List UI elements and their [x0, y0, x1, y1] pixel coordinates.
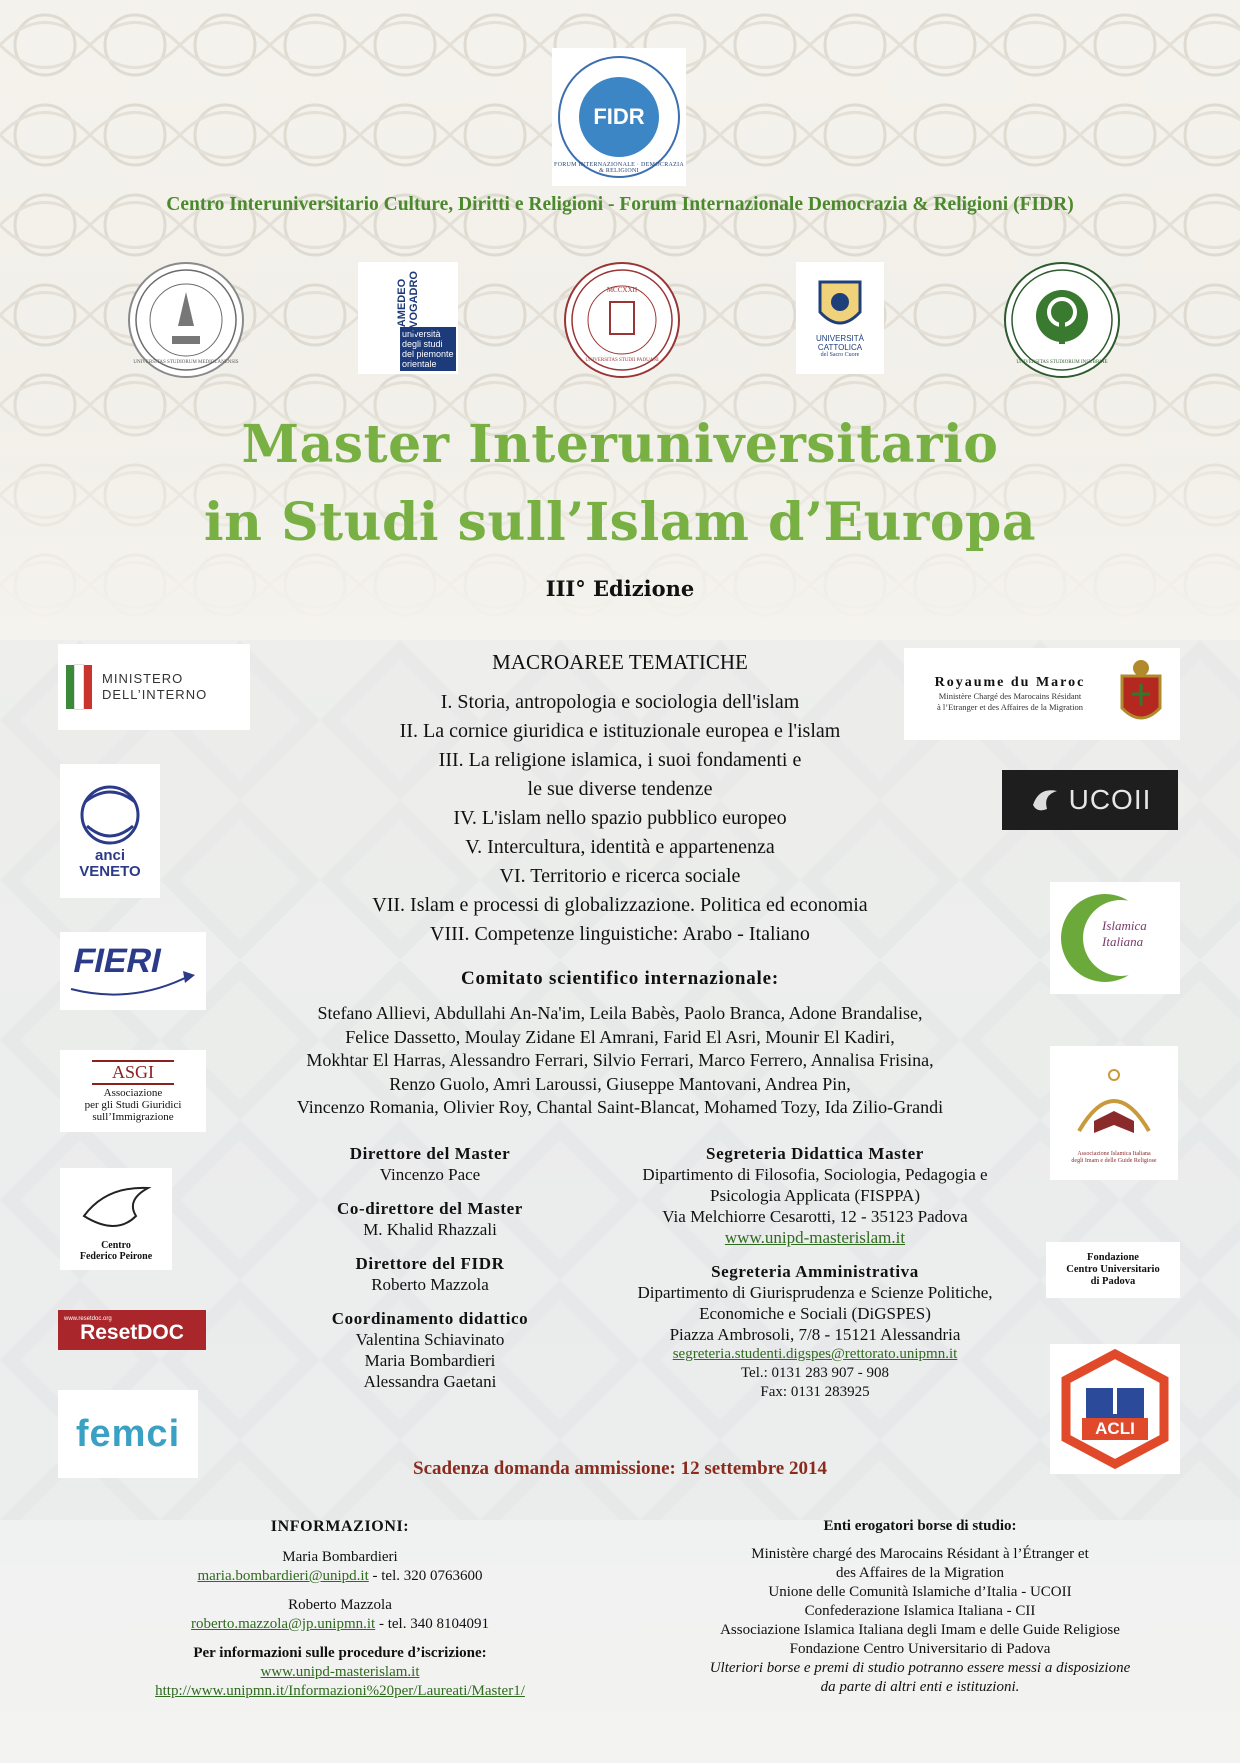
deadline: Scadenza domanda ammissione: 12 settembre 2014: [413, 1458, 827, 1479]
theme-item: VI. Territorio e ricerca sociale: [499, 865, 741, 887]
committee-line: Stefano Allievi, Abdullahi An-Na'im, Leila Babès, Paolo Branca, Adone Brandalise,: [317, 1003, 923, 1023]
codirector-name: M. Khalid Rhazzali: [363, 1220, 497, 1239]
theme-item: I. Storia, antropologia e sociologia dell'islam: [440, 691, 800, 713]
theme-item: III. La religione islamica, i suoi fondamenti e: [438, 749, 802, 771]
fieri-text: FIERI: [70, 942, 166, 980]
italy-flag-icon: [74, 664, 84, 710]
coord-name: Valentina Schiavinato: [355, 1330, 505, 1349]
centro-line: Centro Interuniversitario Culture, Diritti e Religioni - Forum Internazionale Democrazia & Religioni (FIDR): [166, 194, 1074, 215]
maroc-sub: Ministère Chargé des Marocains Résidant à l’Etranger et des Affaires de la Migration: [937, 691, 1083, 712]
info-section: [80, 1518, 600, 1701]
fondazione-text: Fondazione Centro Universitario di Padova: [1066, 1252, 1160, 1287]
secretariat-column: [620, 1144, 1010, 1402]
anci-text: anci VENETO: [79, 847, 141, 880]
upo-brand: AMEDEO AVOGADRO: [396, 271, 420, 335]
edition: III° Edizione: [545, 576, 695, 601]
contact2-email-link[interactable]: roberto.mazzola@jp.unipmn.it: [191, 1616, 376, 1632]
theme-item: II. La cornice giuridica e istituzionale europea e l'islam: [399, 720, 841, 742]
mosque-book-icon: [1069, 1061, 1159, 1151]
committee-heading: Comitato scientifico internazionale:: [461, 968, 779, 989]
unipd-ring-text: UNIVERSITAS STUDII PADUANI: [585, 358, 659, 363]
director-name: Vincenzo Pace: [379, 1165, 481, 1184]
themes-list: [330, 688, 910, 949]
coord-name: Maria Bombardieri: [364, 1351, 496, 1370]
fidr-ring-text: FORUM INTERNAZIONALE · DEMOCRAZIA & RELIGIONI: [553, 162, 685, 174]
femci-text: femci: [75, 1412, 181, 1455]
funders-section: [660, 1518, 1180, 1697]
lion-of-venice-icon: [75, 782, 145, 848]
unimi-seal-icon: [132, 266, 240, 374]
didactic-line: Via Melchiorre Cesarotti, 12 - 35123 Padova: [662, 1207, 968, 1226]
contact2-tel: - tel. 340 8104091: [375, 1616, 489, 1632]
funders-heading: Enti erogatori borse di studio:: [823, 1518, 1017, 1534]
logo-unimi: [128, 262, 244, 378]
committee-members: [220, 1002, 1020, 1120]
islamica-text: Islamica Italiana: [1102, 918, 1147, 949]
logo-fieri: [60, 932, 206, 1010]
didactic-url-link[interactable]: www.unipd-masterislam.it: [724, 1228, 906, 1247]
aiit-text: Associazione Islamica Italiana degli Imam e delle Guide Religiose: [1071, 1151, 1157, 1164]
resetdoc-text: ResetDOC: [80, 1321, 184, 1344]
asgi-abbr: ASGI: [92, 1060, 174, 1085]
maroc-text-block: [910, 675, 1110, 713]
unipd-year: MCCXXII: [606, 286, 638, 294]
theme-item: VII. Islam e processi di globalizzazione. Politica ed economia: [372, 894, 868, 916]
didactic-line: Dipartimento di Filosofia, Sociologia, Pedagogia e: [642, 1165, 988, 1184]
fidr-director-name: Roberto Mazzola: [371, 1275, 489, 1294]
theme-item: VIII. Competenze linguistiche: Arabo - Italiano: [430, 923, 810, 945]
didactic-line: Psicologia Applicata (FISPPA): [710, 1186, 920, 1205]
peirone-text: Centro Federico Peirone: [79, 1240, 153, 1262]
logo-unipd: [564, 262, 680, 378]
director-label: Direttore del Master: [349, 1144, 511, 1163]
logo-peirone: [60, 1168, 172, 1270]
theme-item: IV. L'islam nello spazio pubblico europeo: [453, 807, 787, 829]
fidr-director-label: Direttore del FIDR: [355, 1254, 505, 1273]
logo-insubria: [1004, 262, 1120, 378]
theme-item: V. Intercultura, identità e appartenenza: [465, 836, 775, 858]
logo-royaume-maroc: [904, 648, 1180, 740]
codirector-label: Co-direttore del Master: [337, 1199, 523, 1218]
title-line-2: in Studi sull’Islam d’Europa: [203, 492, 1037, 553]
acli-hexagon-icon: [1056, 1348, 1174, 1470]
funder-line: Associazione Islamica Italiana degli Imam e delle Guide Religiose: [720, 1622, 1120, 1638]
themes-heading: MACROAREE TEMATICHE: [492, 650, 748, 674]
staff-column: [290, 1144, 570, 1392]
admin-tel: Tel.: 0131 283 907 - 908: [740, 1365, 890, 1381]
logo-acli: [1050, 1344, 1180, 1474]
insubria-ring-text: UNIVERSITAS STUDIORUM INSUBRIAE: [1016, 360, 1108, 365]
admin-email-link[interactable]: segreteria.studenti.digspes@rettorato.unipmn.it: [672, 1346, 958, 1362]
resetdoc-small: www.resetdoc.org: [64, 1316, 112, 1322]
logo-fondazione-padova: [1046, 1242, 1180, 1298]
theme-item: le sue diverse tendenze: [527, 778, 713, 800]
dove-icon: [76, 1176, 156, 1240]
cattolica-sub: del Sacro Cuore: [820, 352, 860, 358]
logo-resetdoc: [58, 1310, 206, 1350]
funder-line: Confederazione Islamica Italiana - CII: [804, 1603, 1036, 1619]
ucoii-text: UCOII: [1068, 784, 1152, 815]
committee-line: Felice Dassetto, Moulay Zidane El Amrani, Farid El Asri, Mounir El Kadiri,: [345, 1026, 895, 1047]
ministero-text: MINISTERO DELL’INTERNO: [102, 671, 208, 702]
funder-line: Fondazione Centro Universitario di Padova: [789, 1641, 1051, 1657]
funder-line: Unione delle Comunità Islamiche d’Italia - UCOII: [768, 1584, 1072, 1600]
upo-text: università degli studi del piemonte orientale: [400, 327, 456, 371]
fidr-abbr: FIDR: [593, 104, 645, 129]
admin-fax: Fax: 0131 283925: [760, 1384, 870, 1400]
logo-aiit: [1050, 1046, 1178, 1180]
logo-islamica-italiana: [1050, 882, 1180, 994]
funder-line: Ministère chargé des Marocains Résidant à l’Étranger et: [751, 1546, 1089, 1562]
admin-line: Piazza Ambrosoli, 7/8 - 15121 Alessandria: [669, 1325, 961, 1344]
moroccan-coat-of-arms-icon: [1110, 656, 1172, 732]
coord-label: Coordinamento didattico: [331, 1309, 529, 1328]
unimi-ring-text: UNIVERSITAS STUDIORUM MEDIOLANENSIS: [133, 360, 239, 365]
title-line-1: Master Interuniversitario: [241, 414, 999, 475]
cattolica-text: UNIVERSITÀ CATTOLICA: [815, 334, 864, 352]
committee-line: Mokhtar El Harras, Alessandro Ferrari, Silvio Ferrari, Marco Ferrero, Annalisa Frisina,: [306, 1050, 934, 1070]
procedures-url2-link[interactable]: http://www.unipmn.it/Informazioni%20per/Laureati/Master1/: [155, 1683, 525, 1699]
procedures-url1-link[interactable]: www.unipd-masterislam.it: [260, 1664, 420, 1680]
insubria-seal-icon: [1008, 266, 1116, 374]
logo-femci: [58, 1390, 198, 1478]
asgi-full: Associazione per gli Studi Giuridici sull’Immigrazione: [84, 1086, 182, 1123]
contact1-email-link[interactable]: maria.bombardieri@unipd.it: [197, 1568, 369, 1584]
procedures-heading: Per informazioni sulle procedure d’iscrizione:: [193, 1645, 487, 1661]
italy-flag-icon: [84, 665, 92, 709]
info-heading: INFORMAZIONI:: [270, 1518, 410, 1535]
logo-upo: [358, 262, 458, 374]
logo-ucoii: [1002, 770, 1178, 830]
ucoii-swirl-icon: [1029, 785, 1063, 815]
didactic-label: Segreteria Didattica Master: [706, 1144, 924, 1163]
coord-name: Alessandra Gaetani: [363, 1372, 497, 1391]
committee-line: Vincenzo Romania, Olivier Roy, Chantal Saint-Blancat, Mohamed Tozy, Ida Zilio-Grandi: [296, 1097, 944, 1117]
admin-label: Segreteria Amministrativa: [711, 1262, 919, 1281]
logo-ministero-interno: [58, 644, 250, 730]
funders-note: da parte di altri enti e istituzioni.: [820, 1679, 1020, 1695]
maroc-title: Royaume du Maroc: [934, 675, 1086, 690]
contact1-name: Maria Bombardieri: [282, 1549, 398, 1565]
committee-line: Renzo Guolo, Amri Laroussi, Giuseppe Mantovani, Andrea Pin,: [389, 1073, 851, 1094]
admin-line: Dipartimento di Giurisprudenza e Scienze Politiche,: [637, 1283, 993, 1302]
logo-cattolica: [796, 262, 884, 374]
cattolica-crest-icon: [815, 278, 865, 334]
contact1-line: [80, 1567, 600, 1586]
contact2-line: [80, 1615, 600, 1634]
contact2-name: Roberto Mazzola: [288, 1597, 392, 1613]
acli-text: ACLI: [1095, 1419, 1135, 1438]
funder-line: des Affaires de la Migration: [835, 1565, 1004, 1581]
italy-flag-icon: [66, 665, 74, 709]
contact1-tel: - tel. 320 0763600: [368, 1568, 483, 1584]
funders-note: Ulteriori borse e premi di studio potranno essere messi a disposizione: [709, 1660, 1131, 1676]
logo-anci-veneto: [60, 764, 160, 898]
fidr-logo: [552, 48, 686, 186]
admin-line: Economiche e Sociali (DiGSPES): [699, 1304, 931, 1323]
logo-asgi: [60, 1050, 206, 1132]
